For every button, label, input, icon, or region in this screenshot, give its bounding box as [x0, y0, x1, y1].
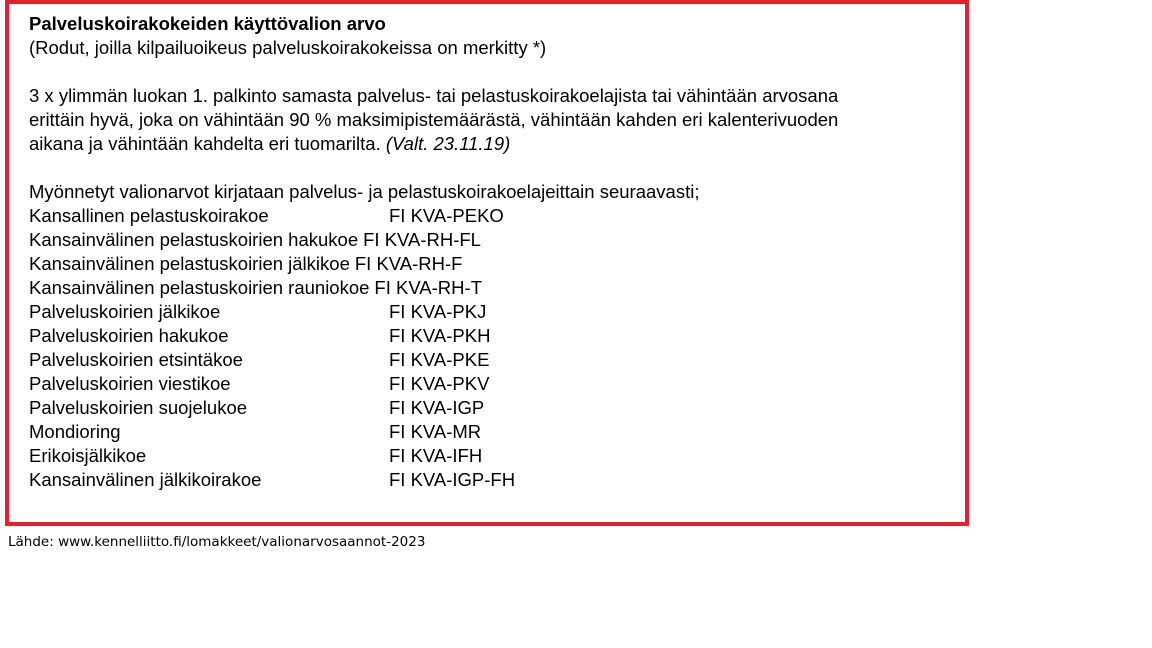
- entries-intro: Myönnetyt valionarvot kirjataan palvelus- ja pelastuskoirakoelajeittain seuraavasti;: [29, 181, 700, 202]
- list-item: [29, 228, 959, 252]
- entry-name: Palveluskoirien suojelukoe: [29, 397, 248, 418]
- paragraph-line-2: erittäin hyvä, joka on vähintään 90 % maksimipistemäärästä, vähintään kahden eri kalenterivuoden: [29, 109, 839, 130]
- list-item: [29, 348, 959, 372]
- entry-code: FI KVA-PKE: [389, 349, 490, 370]
- entry-code: FI KVA-RH-F: [354, 253, 463, 274]
- paragraph-line-1: 3 x ylimmän luokan 1. palkinto samasta palvelus- tai pelastuskoirakoelajista tai vähintään arvosana: [29, 85, 839, 106]
- entry-name: Kansainvälinen pelastuskoirien rauniokoe: [29, 277, 370, 298]
- list-item: [29, 276, 959, 300]
- entries-list: [29, 204, 959, 492]
- entry-code: FI KVA-PKH: [389, 325, 491, 346]
- document-title: Palveluskoirakokeiden käyttövalion arvo: [29, 13, 386, 34]
- entry-name: Palveluskoirien etsintäkoe: [29, 349, 243, 370]
- paragraph-line-3: [29, 132, 959, 156]
- entry-name: Palveluskoirien hakukoe: [29, 325, 229, 346]
- paragraph-line-3-text: aikana ja vähintään kahdelta eri tuomarilta.: [29, 133, 381, 154]
- paragraph-date-reference: (Valt. 23.11.19): [385, 133, 511, 154]
- entry-name: Palveluskoirien jälkikoe: [29, 301, 221, 322]
- document-content: [29, 12, 959, 492]
- list-item: [29, 324, 959, 348]
- entry-name: Palveluskoirien viestikoe: [29, 373, 231, 394]
- list-item: [29, 372, 959, 396]
- list-item: [29, 420, 959, 444]
- entry-name: Kansainvälinen pelastuskoirien hakukoe: [29, 229, 359, 250]
- list-item: [29, 300, 959, 324]
- entry-code: FI KVA-MR: [389, 421, 482, 442]
- entry-code: FI KVA-IGP-FH: [389, 469, 516, 490]
- entry-code: FI KVA-PKV: [389, 373, 490, 394]
- list-item: [29, 204, 959, 228]
- entry-name: Kansainvälinen pelastuskoirien jälkikoe: [29, 253, 350, 274]
- entry-code: FI KVA-RH-FL: [363, 229, 481, 250]
- list-item: [29, 396, 959, 420]
- entry-name: Kansainvälinen jälkikoirakoe: [29, 469, 262, 490]
- list-item: [29, 468, 959, 492]
- entry-code: FI KVA-PKJ: [389, 301, 487, 322]
- entry-code: FI KVA-IGP: [389, 397, 485, 418]
- entry-code: FI KVA-PEKO: [389, 205, 504, 226]
- document-subtitle: (Rodut, joilla kilpailuoikeus palveluskoirakokeissa on merkitty *): [29, 37, 547, 58]
- list-item: [29, 444, 959, 468]
- entry-code: FI KVA-RH-T: [374, 277, 482, 298]
- entry-code: FI KVA-IFH: [389, 445, 483, 466]
- source-caption: Lähde: www.kennelliitto.fi/lomakkeet/valionarvosaannot-2023: [8, 534, 426, 550]
- list-item: [29, 252, 959, 276]
- entry-name: Mondioring: [29, 421, 121, 442]
- entry-name: Kansallinen pelastuskoirakoe: [29, 205, 269, 226]
- requirements-paragraph: [29, 84, 959, 156]
- entry-name: Erikoisjälkikoe: [29, 445, 147, 466]
